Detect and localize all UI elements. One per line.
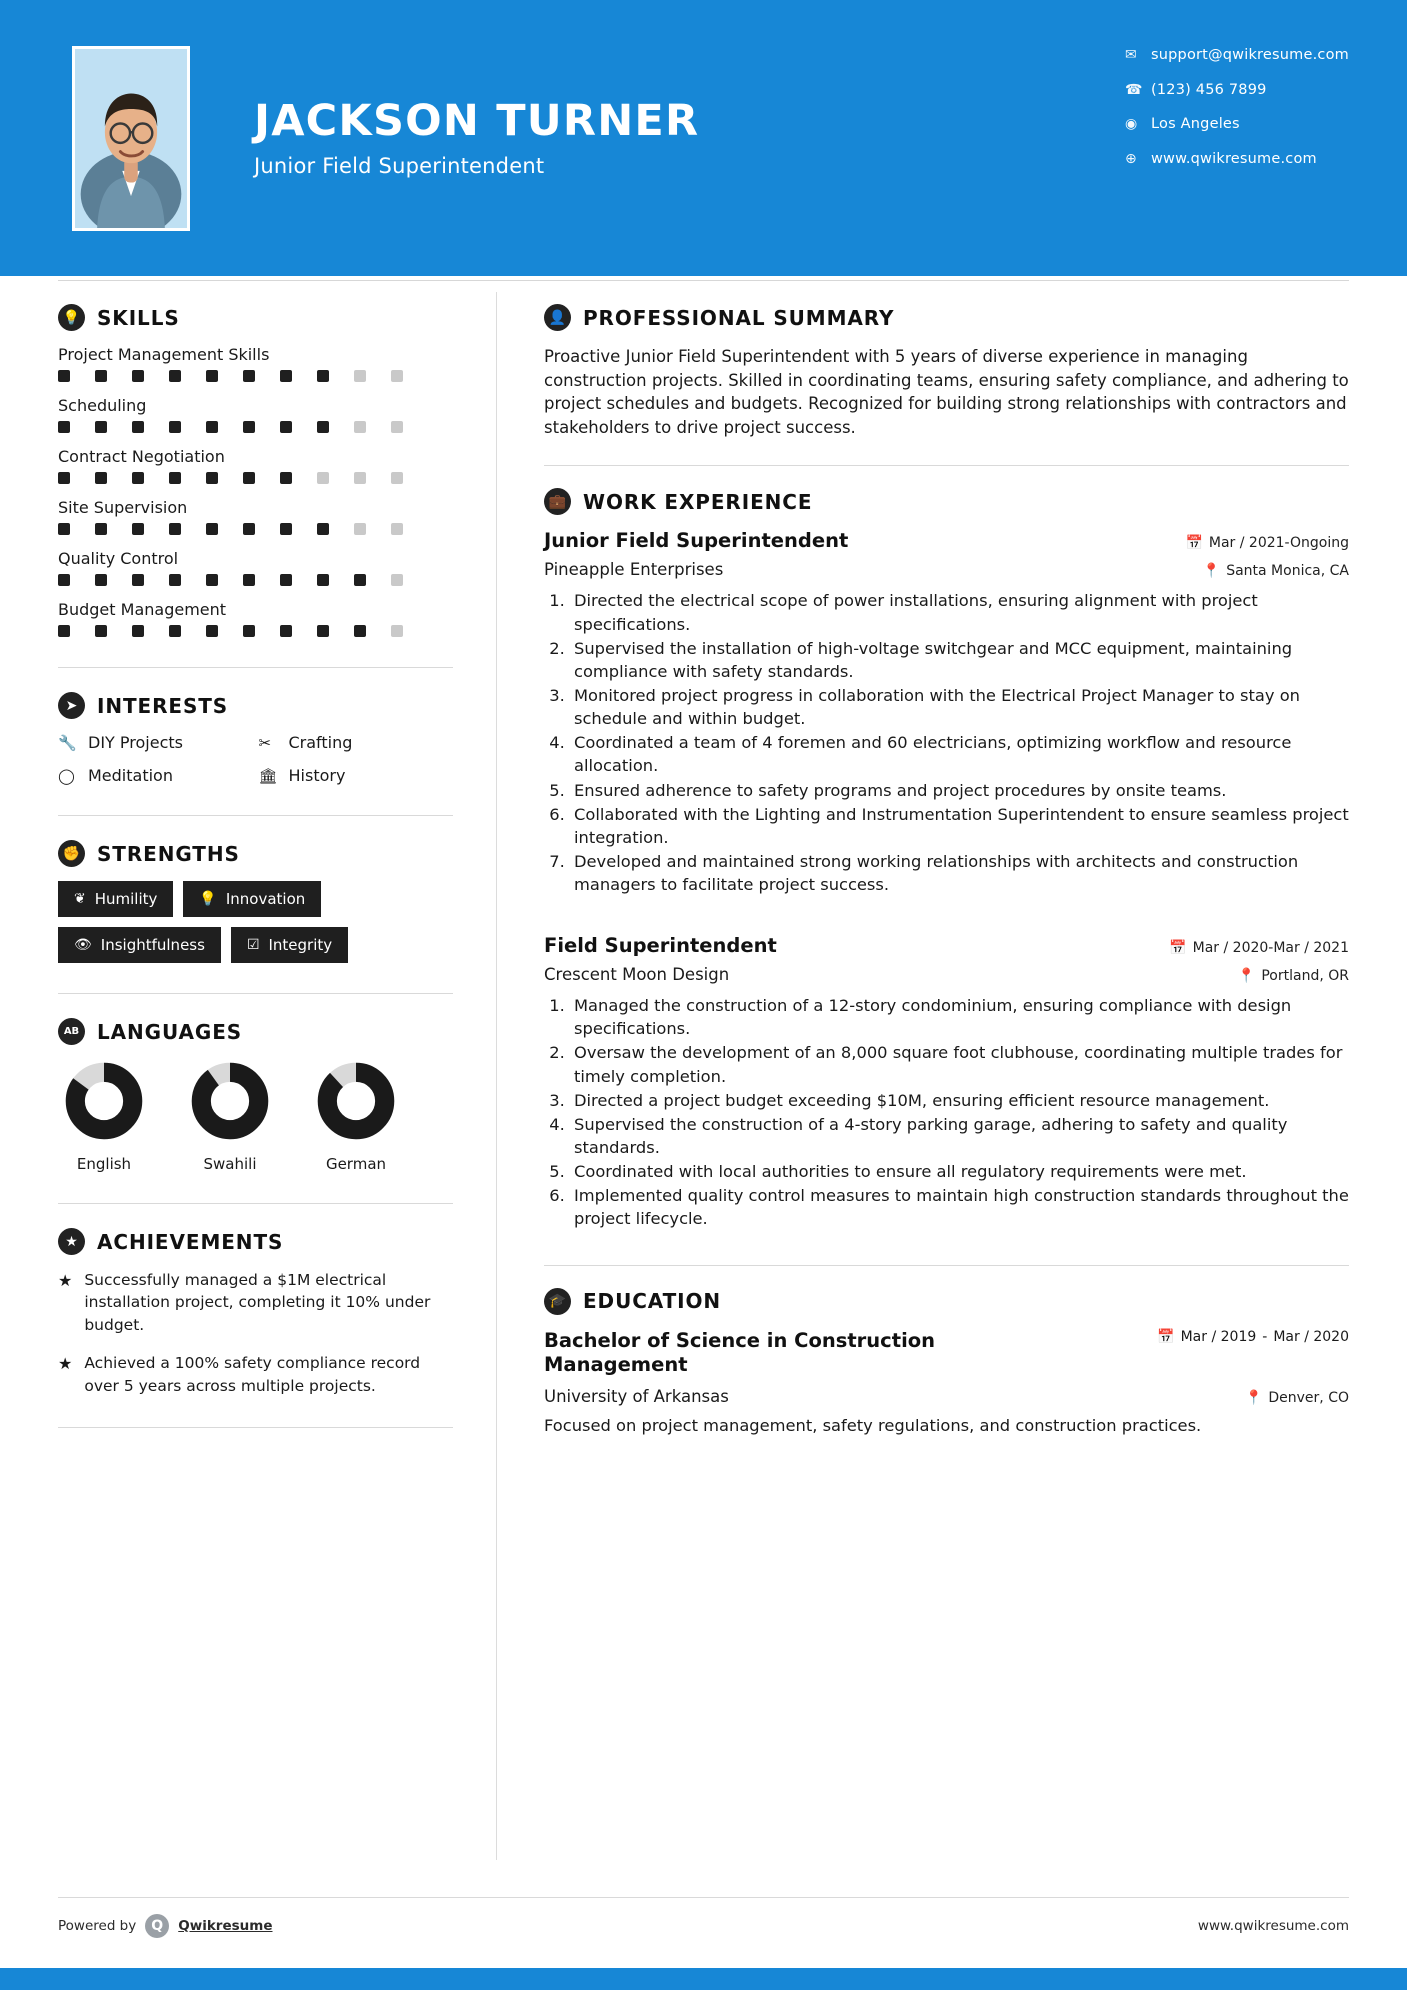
strength-chip-innovation <box>183 881 321 917</box>
check-square-icon: ☑ <box>246 937 260 953</box>
job-dates: 📅 Mar / 2021-Ongoing <box>1185 535 1349 552</box>
education-start-date: Mar / 2019 <box>1180 1328 1257 1345</box>
summary-title: PROFESSIONAL SUMMARY <box>583 305 895 330</box>
job-bullet: 5. Coordinated with local authorities to ensure all regulatory requirements were met. <box>570 1160 1349 1183</box>
language-item <box>310 1061 402 1173</box>
briefcase-icon: 💼 <box>544 488 571 515</box>
section-header-interests <box>58 692 453 719</box>
work-entry <box>544 934 1349 1230</box>
phone-icon: ☎ <box>1125 81 1143 98</box>
right-column <box>498 276 1349 1438</box>
location-pin-icon: 📍 <box>1244 1390 1263 1407</box>
envelope-icon: ✉ <box>1125 47 1137 64</box>
divider <box>58 993 453 994</box>
job-bullets <box>544 589 1349 896</box>
section-header-strengths <box>58 840 453 867</box>
contact-list <box>1125 48 1349 186</box>
skill-label: Site Supervision <box>58 498 188 517</box>
job-location: 📍 Portland, OR <box>1237 968 1349 985</box>
job-bullet: 2. Supervised the installation of high-voltage switchgear and MCC equipment, maintaining compliance with safety standards. <box>570 637 1349 683</box>
page-footer <box>58 1914 1349 1938</box>
abc-icon: AB <box>58 1018 85 1045</box>
candidate-job-title: Junior Field Superintendent <box>254 154 545 179</box>
contact-website-text: www.qwikresume.com <box>1151 150 1317 167</box>
skill-item <box>58 447 453 484</box>
divider <box>58 1427 453 1428</box>
skill-item <box>58 396 453 433</box>
language-label: English <box>76 1155 132 1173</box>
section-header-achievements <box>58 1228 453 1255</box>
footer-website[interactable]: www.qwikresume.com <box>1197 1918 1349 1934</box>
scissors-icon: ✂ <box>258 733 272 752</box>
skill-label: Quality Control <box>58 549 179 568</box>
skill-label: Project Management Skills <box>58 345 270 364</box>
qwikresume-brand-link[interactable]: Qwikresume <box>178 1918 273 1934</box>
interest-label: Meditation <box>88 766 173 785</box>
job-role: Field Superintendent <box>544 934 777 958</box>
left-column <box>58 276 498 1438</box>
work-title: WORK EXPERIENCE <box>583 489 813 514</box>
education-entry <box>544 1329 1349 1378</box>
location-pin-icon: 📍 <box>1202 563 1221 580</box>
date-separator: - <box>1262 1329 1268 1346</box>
skill-rating <box>58 523 453 535</box>
skill-rating <box>58 625 453 637</box>
language-item <box>58 1061 150 1173</box>
skill-rating <box>58 574 453 586</box>
strength-chip-integrity <box>231 927 348 963</box>
language-donut-chart <box>184 1061 276 1141</box>
interest-label: DIY Projects <box>88 733 183 752</box>
candidate-name: JACKSON TURNER <box>254 95 700 146</box>
contact-item-location[interactable] <box>1125 117 1349 132</box>
person-icon: 👤 <box>544 304 571 331</box>
skill-rating <box>58 472 453 484</box>
contact-item-phone[interactable] <box>1125 83 1349 98</box>
education-description: Focused on project management, safety regulations, and construction practices. <box>544 1416 1202 1436</box>
languages-title: LANGUAGES <box>97 1019 243 1044</box>
column-divider <box>496 292 497 1860</box>
interest-label: Crafting <box>288 733 353 752</box>
skill-label: Budget Management <box>58 600 227 619</box>
graduation-icon: 🎓 <box>544 1288 571 1315</box>
language-donut-chart <box>58 1061 150 1141</box>
skill-item <box>58 600 453 637</box>
lightbulb-icon: 💡 <box>58 304 85 331</box>
job-role: Junior Field Superintendent <box>544 529 849 553</box>
job-bullet: 2. Oversaw the development of an 8,000 square foot clubhouse, coordinating multiple trades for timely completion. <box>570 1041 1349 1087</box>
education-end-date: Mar / 2020 <box>1273 1328 1349 1345</box>
divider <box>544 465 1349 466</box>
strengths-list <box>58 881 453 963</box>
fist-icon: ✊ <box>58 840 85 867</box>
job-bullet: 4. Supervised the construction of a 4-story parking garage, adhering to safety and quality standards. <box>570 1113 1349 1159</box>
wrench-icon: 🔧 <box>58 733 77 752</box>
skill-label: Contract Negotiation <box>58 447 225 466</box>
strength-label: Integrity <box>268 936 333 954</box>
powered-by-label: Powered by <box>58 1918 137 1934</box>
section-header-languages <box>58 1018 453 1045</box>
skill-rating <box>58 370 453 382</box>
achievements-title: ACHIEVEMENTS <box>97 1229 284 1254</box>
skill-rating <box>58 421 453 433</box>
strength-chip-insightfulness <box>58 927 221 963</box>
interests-list <box>58 733 453 785</box>
divider <box>58 667 453 668</box>
job-dates: 📅 Mar / 2020-Mar / 2021 <box>1169 940 1349 957</box>
bank-icon: 🏛 <box>258 766 278 785</box>
contact-item-website[interactable] <box>1125 152 1349 167</box>
achievement-text: Achieved a 100% safety compliance record over 5 years across multiple projects. <box>84 1354 421 1395</box>
interest-item <box>58 766 253 785</box>
education-degree: Bachelor of Science in Construction Management <box>544 1328 936 1376</box>
strength-label: Humility <box>94 890 158 908</box>
education-school: University of Arkansas <box>544 1387 729 1407</box>
footer-divider <box>58 1897 1349 1898</box>
qwikresume-logo-icon: Q <box>145 1914 169 1938</box>
job-bullet: 5. Ensured adherence to safety programs and project procedures by onsite teams. <box>570 779 1349 802</box>
job-location: 📍 Santa Monica, CA <box>1202 563 1349 580</box>
name-block <box>254 95 700 179</box>
achievement-item <box>58 1269 453 1336</box>
job-bullet: 3. Directed a project budget exceeding $10M, ensuring efficient resource management. <box>570 1089 1349 1112</box>
job-company: Crescent Moon Design <box>544 965 730 985</box>
strength-label: Insightfulness <box>100 936 205 954</box>
contact-location-text: Los Angeles <box>1151 116 1240 132</box>
skills-title: SKILLS <box>97 305 180 330</box>
divider <box>58 815 453 816</box>
globe-icon: ⊕ <box>1125 150 1137 167</box>
summary-text: Proactive Junior Field Superintendent with 5 years of diverse experience in managing construction projects. Skilled in coordinating teams, ensuring safety compliance, and adhering to project schedules and budgets. Recognized for building strong relationships with contractors and stakeholders to drive project success. <box>544 347 1349 437</box>
location-pin-icon: ◉ <box>1125 116 1138 133</box>
interest-item <box>259 766 454 785</box>
language-donut-chart <box>310 1061 402 1141</box>
calendar-icon: 📅 <box>1157 1329 1175 1346</box>
job-bullet: 1. Directed the electrical scope of power installations, ensuring alignment with project specifications. <box>570 589 1349 635</box>
interest-label: History <box>288 766 346 785</box>
avatar-illustration <box>75 49 187 228</box>
star-icon: ★ <box>58 1271 73 1290</box>
bulb-icon: 💡 <box>199 891 217 907</box>
section-header-work <box>544 488 1349 515</box>
education-location: 📍 Denver, CO <box>1244 1390 1349 1407</box>
paper-plane-icon: ➤ <box>58 692 85 719</box>
skill-label: Scheduling <box>58 396 147 415</box>
skill-item <box>58 549 453 586</box>
interest-item <box>259 733 454 752</box>
header-divider <box>58 280 1349 281</box>
language-label: German <box>325 1155 387 1173</box>
education-dates <box>1157 1329 1349 1347</box>
achievement-text: Successfully managed a $1M electrical installation project, completing it 10% under budget. <box>84 1271 431 1334</box>
profile-photo <box>72 46 190 231</box>
achievement-item <box>58 1352 453 1397</box>
leaf-icon: ❦ <box>74 891 86 907</box>
language-label: Swahili <box>203 1155 257 1173</box>
job-bullet: 1. Managed the construction of a 12-story condominium, ensuring compliance with design specifications. <box>570 994 1349 1040</box>
strength-chip-humility <box>58 881 173 917</box>
calendar-icon: 📅 <box>1185 535 1203 552</box>
skill-item <box>58 498 453 535</box>
bottom-accent-bar <box>0 1968 1407 1990</box>
section-header-skills <box>58 304 453 331</box>
education-title: EDUCATION <box>583 1289 722 1314</box>
skill-item <box>58 345 453 382</box>
job-bullet: 4. Coordinated a team of 4 foremen and 60 electricians, optimizing workflow and resource allocation. <box>570 731 1349 777</box>
strength-label: Innovation <box>225 890 306 908</box>
work-entry <box>544 529 1349 896</box>
job-bullet: 6. Collaborated with the Lighting and Instrumentation Superintendent to ensure seamless project integration. <box>570 803 1349 849</box>
eye-icon: 👁 <box>74 937 92 953</box>
location-pin-icon: 📍 <box>1237 968 1256 985</box>
calendar-icon: 📅 <box>1169 940 1187 957</box>
resume-header <box>0 0 1407 276</box>
strengths-title: STRENGTHS <box>97 841 240 866</box>
star-icon: ★ <box>58 1354 73 1374</box>
contact-email-text: support@qwikresume.com <box>1151 47 1349 63</box>
languages-list <box>58 1061 453 1173</box>
divider <box>58 1203 453 1204</box>
divider <box>544 1265 1349 1266</box>
job-bullets <box>544 994 1349 1230</box>
footer-brand[interactable] <box>58 1914 273 1938</box>
job-bullet: 7. Developed and maintained strong working relationships with architects and construction managers to facilitate project success. <box>570 850 1349 896</box>
job-bullet: 6. Implemented quality control measures to maintain high construction standards throughout the project lifecycle. <box>570 1184 1349 1230</box>
language-item <box>184 1061 276 1173</box>
interests-title: INTERESTS <box>97 693 229 718</box>
contact-item-email[interactable] <box>1125 48 1349 63</box>
job-bullet: 3. Monitored project progress in collaboration with the Electrical Project Manager to stay on schedule and within budget. <box>570 684 1349 730</box>
section-header-education <box>544 1288 1349 1315</box>
circle-icon: ◯ <box>58 766 75 785</box>
section-header-summary <box>544 304 1349 331</box>
star-badge-icon: ★ <box>58 1228 85 1255</box>
interest-item <box>58 733 253 752</box>
contact-phone-text: (123) 456 7899 <box>1151 81 1267 98</box>
job-company: Pineapple Enterprises <box>544 560 724 580</box>
resume-body <box>0 276 1407 1438</box>
